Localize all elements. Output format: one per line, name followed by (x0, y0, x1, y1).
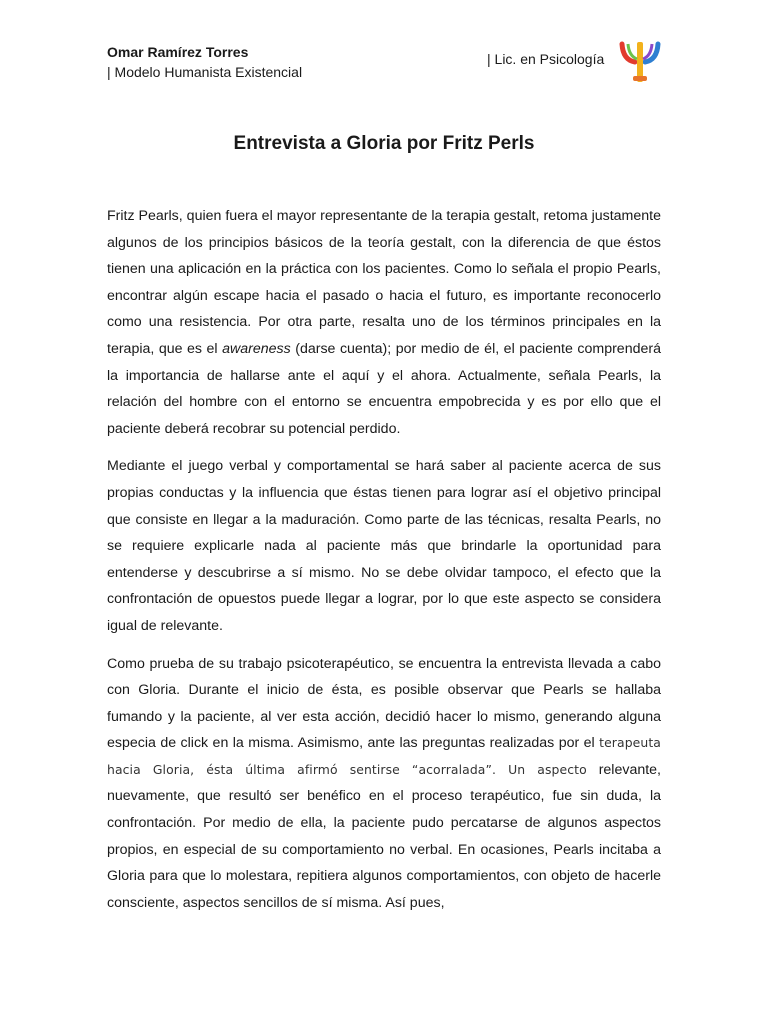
degree-label: | Lic. en Psicología (487, 51, 605, 67)
paragraph-1-part-b: (darse cuenta); por medio de él, el paciente comprenderá la importancia de hallarse ante el aquí y el ahora. Actualmente, señala Pearls, la relación del hombre con el entorno se encuentra empobrecida y es por ello que el paciente deberá recobrar su potencial perdido. (107, 340, 661, 437)
document-body (107, 203, 661, 927)
paragraph-2: Mediante el juego verbal y comportamental se hará saber al paciente acerca de sus propias conductas y la influencia que éstas tienen para lograr así el objetivo principal que consiste en llegar a la maduración. Como parte de las técnicas, resalta Pearls, no se requiere explicarle nada al paciente más que brindarle la oportunidad para entenderse y descubrirse a sí mismo. No se debe olvidar tampoco, el efecto que la confrontación de opuestos puede llegar a lograr, por lo que este aspecto se considera igual de relevante. (107, 458, 661, 634)
psi-logo-icon (619, 40, 661, 84)
paragraph-3-alt-font-line: terapeuta hacia Gloria, ésta última afirmó sentirse “acorralada”. Un aspecto (107, 735, 661, 777)
document-title: Entrevista a Gloria por Fritz Perls (233, 133, 535, 154)
author-name: Omar Ramírez Torres (107, 44, 249, 60)
paragraph-3 (107, 651, 661, 917)
page-header (107, 44, 667, 94)
paragraph-1-part-a: Fritz Pearls, quien fuera el mayor representante de la terapia gestalt, retoma justamente algunos de los principios básicos de la teoría gestalt, con la diferencia de que éstos tienen una aplicación en la práctica con los pacientes. Como lo señala el propio Pearls, encontrar algún escape hacia el pasado o hacia el futuro, es importante reconocerlo como una resistencia. Por otra parte, resalta uno de los términos principales en la terapia, que es el (107, 208, 661, 357)
awareness-term: awareness (222, 340, 291, 357)
paragraph-3-part-b: relevante, nuevamente, que resultó ser benéfico en el proceso terapéutico, fue sin duda, la confrontación. Por medio de ella, la paciente pudo percatarse de algunos aspectos propios, en especial de su comportamiento no verbal. En ocasiones, Pearls incitaba a Gloria para que lo molestara, repitiera algunos comportamientos, con objeto de hacerle consciente, aspectos sencillos de sí misma. Así pues, (107, 761, 661, 911)
paragraph-3-part-a: Como prueba de su trabajo psicoterapéutico, se encuentra la entrevista llevada a cabo con Gloria. Durante el inicio de ésta, es posible observar que Pearls se hallaba fumando y la paciente, al ver esta acción, decidió hacer lo mismo, generando alguna especia de click en la misma. Asimismo, ante las preguntas realizadas por el (107, 655, 661, 752)
model-subtitle: | Modelo Humanista Existencial (107, 64, 303, 80)
paragraph-1 (107, 203, 661, 442)
